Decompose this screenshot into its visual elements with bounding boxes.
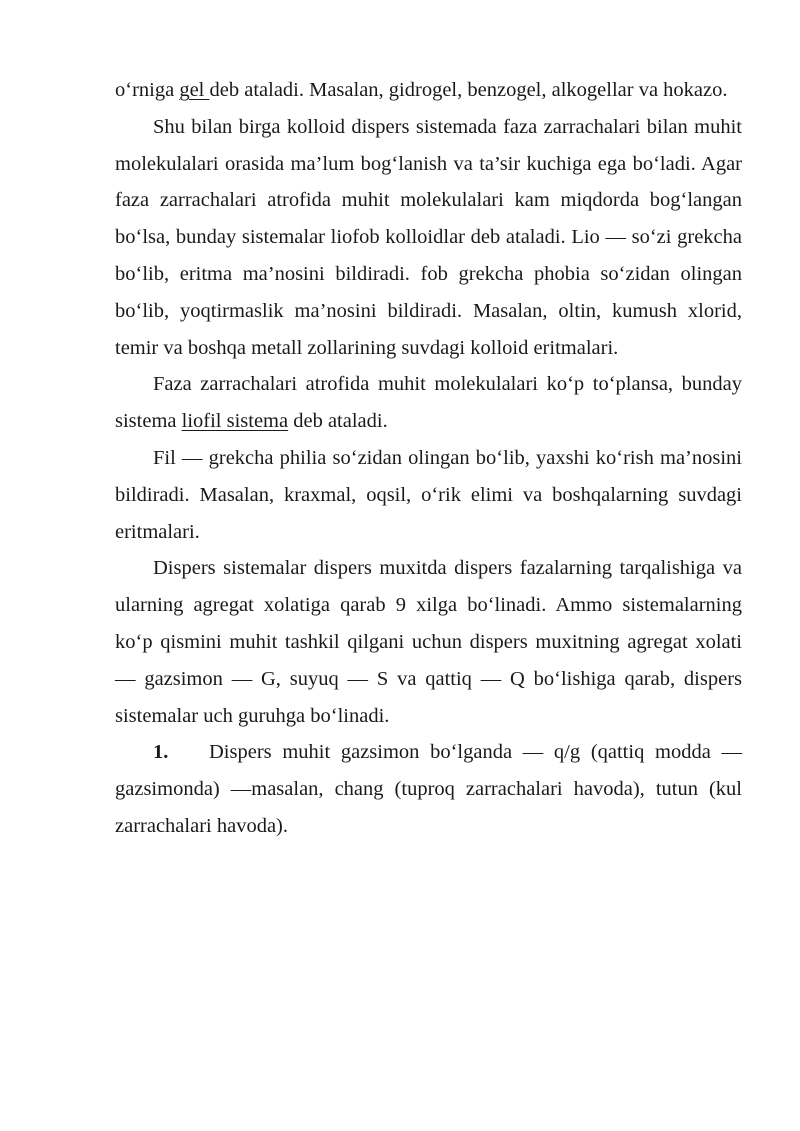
paragraph-2: Shu bilan birga kolloid dispers sistemada faza zarrachalari bilan muhit molekulalari orasida ma’lum bog‘lanish va ta’sir kuchiga ega bo‘ladi. Agar faza zarrachalari atrofida muhit molekulalari kam miqdorda bog‘langan bo‘lsa, bunday sistemalar liofob kolloidlar deb ataladi. Lio — so‘zi grekcha bo‘lib, eritma ma’nosini bildiradi. fob grekcha phobia so‘zidan olingan bo‘lib, yoqtirmaslik ma’nosini bildiradi. Masalan, oltin, kumush xlorid, temir va boshqa metall zollarining suvdagi kolloid eritmalari. (115, 115, 742, 359)
paragraph-3-start: Faza zarrachalari atrofida muhit molekulalari ko‘p to‘plansa, bunday sistema (115, 373, 742, 433)
paragraph-5: Dispers sistemalar dispers muxitda dispers fazalarning tarqalishiga va ularning agregat xolatiga qarab 9 xilga bo‘linadi. Ammo sistemalarning ko‘p qismini muhit tashkil qilgani uchun dispers muxitning agregat xolati — gazsimon — G, suyuq — S va qattiq — Q bo‘lishiga qarab, dispers sistemalar uch guruhga bo‘linadi. (115, 557, 742, 727)
paragraph-1-end: deb ataladi. Masalan, gidrogel, benzogel, alkogellar va hokazo. (209, 79, 728, 101)
item-number: 1. (153, 741, 169, 764)
term-gel: gel (179, 79, 210, 101)
paragraph-1-start: o‘rniga (115, 79, 180, 101)
paragraph-1 (115, 72, 742, 109)
paragraph-3-end: deb ataladi. (288, 410, 388, 433)
term-liofil-sistema: liofil sistema (181, 410, 289, 433)
document-body (115, 72, 742, 845)
item-text: Dispers muhit gazsimon bo‘lganda — q/g (qattiq modda — gazsimonda) —masalan, chang (tuproq zarrachalari havoda), tutun (kul zarrachalari havoda). (115, 741, 742, 837)
numbered-item-1 (115, 734, 742, 844)
paragraph-3 (115, 366, 742, 440)
paragraph-4: Fil — grekcha philia so‘zidan olingan bo‘lib, yaxshi ko‘rish ma’nosini bildiradi. Masalan, kraxmal, oqsil, o‘rik elimi va boshqalarning suvdagi eritmalari. (115, 446, 742, 543)
